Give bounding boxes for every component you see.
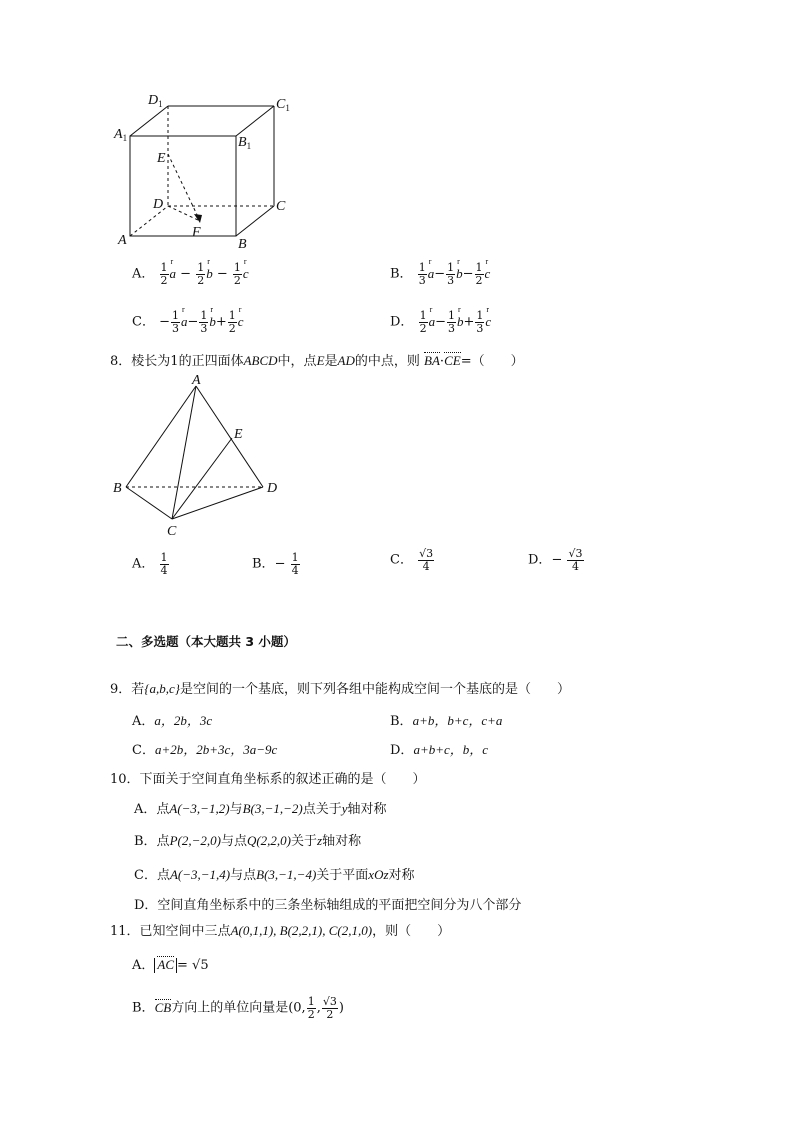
tetra-label-a: A [192,373,201,388]
q7-option-c: C． − $\frac{1}{3}$ r a− $\frac{1}{3}$ r b+ $\frac{1}{2}$ r c [132,310,244,334]
q11-option-b: B．CB方向上的单位向量是(0, $\frac{1}{2}$ , $\frac{√3}{2}$ ) [132,995,344,1021]
q7-option-d: D． $\frac{1}{2}$ r a− $\frac{1}{3}$ r b+ $\frac{1}{3}$ r c [390,310,491,334]
q9-option-b: B．a+b，b+c，c+a [390,713,503,729]
cube-figure [110,90,300,255]
q8-option-c: C． $\frac{√3}{4}$ [390,547,434,573]
q8-stem: 8．棱长为1的正四面体ABCD中，点E是AD的中点，则 BA·CE=（ ） [110,353,524,369]
q9-option-c: C．a+2b，2b+3c，3a−9c [132,742,278,758]
q8-option-d: D．− $\frac{√3}{4}$ [528,547,583,573]
q10-stem: 10．下面关于空间直角坐标系的叙述正确的是（ ） [110,772,426,787]
q9-option-d: D．a+b+c，b，c [390,742,489,758]
q8-option-a: A． $\frac{1}{4}$ [132,551,168,577]
label-c: C [276,199,286,214]
q11-stem: 11．已知空间中三点A(0,1,1), B(2,2,1), C(2,1,0)，则（ ） [110,923,451,939]
tetra-label-b: B [113,481,122,496]
label-b: B [238,237,247,252]
tetra-label-d: D [267,481,278,496]
label-c1: $C_1$ [276,97,290,113]
q11-option-a: A． AC = √5 [132,957,209,973]
q9-option-a: A．a，2b，3c [132,713,213,729]
label-b1: $B_1$ [238,135,252,151]
q10-option-a: A．点A(−3,−1,2)与B(3,−1,−2)点关于y轴对称 [134,801,387,817]
label-f: F [192,225,201,240]
section-heading: 二、多选题（本大题共 3 小题） [116,634,296,649]
q10-option-c: C．点A(−3,−1,4)与点B(3,−1,−4)关于平面xOz对称 [134,867,415,883]
label-a1: $A_1$ [114,127,128,143]
label-d1: $D_1$ [148,93,163,109]
q7-option-b: B． $\frac{1}{3}$ r a− $\frac{1}{3}$ r b− $\frac{1}{2}$ r c [390,262,490,286]
tetra-label-e: E [234,427,243,442]
q10-option-d: D．空间直角坐标系中的三条坐标轴组成的平面把空间分为八个部分 [134,898,522,913]
label-a: A [118,233,127,248]
label-d: D [153,197,164,212]
tetrahedron-figure [110,372,290,542]
q7-option-a: A． $\frac{1}{2}$ r a − $\frac{1}{2}$ r b − $\frac{1}{2}$ r c [132,262,249,286]
q10-option-b: B．点P(2,−2,0)与点Q(2,2,0)关于z轴对称 [134,833,362,849]
label-e: E [157,151,166,166]
tetra-label-c: C [167,524,177,539]
q8-option-b: B．− $\frac{1}{4}$ [252,551,299,577]
q9-stem: 9．若{a,b,c}是空间的一个基底，则下列各组中能构成空间一个基底的是（ ） [110,681,570,697]
